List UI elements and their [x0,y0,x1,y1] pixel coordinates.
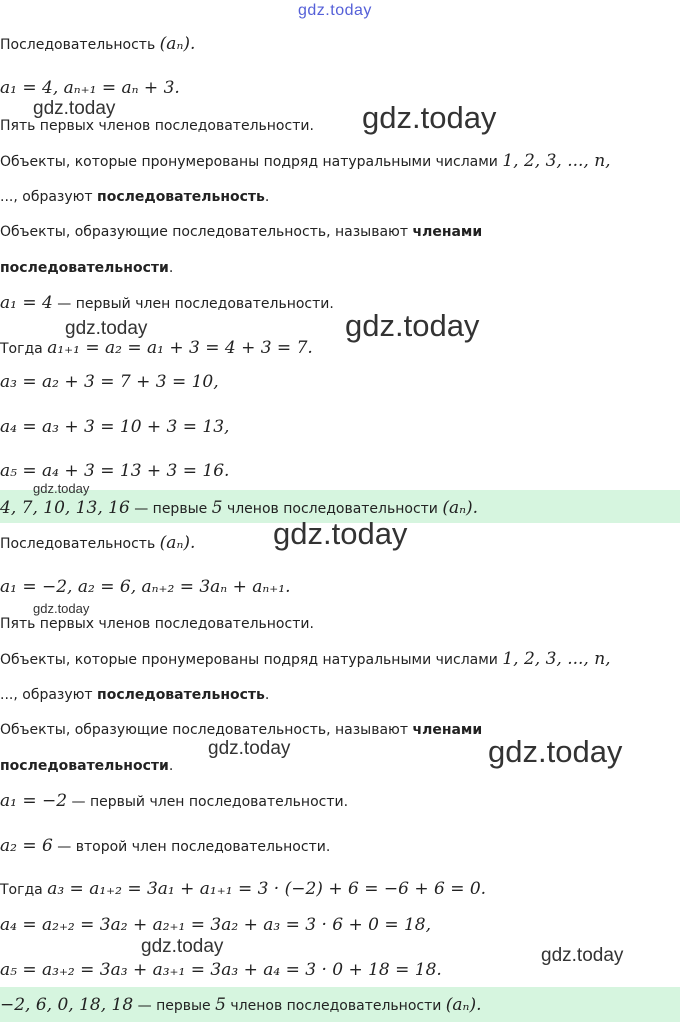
s2-objects-4 [0,756,173,776]
watermark-10: gdz.today [141,936,224,957]
s1-objects-2 [0,187,269,207]
s1-first-math: a₁ = 4 [0,293,53,313]
watermark-4: gdz.today [345,308,480,343]
s2-first-text: — первый член последовательности. [67,794,349,810]
s1-a5: a₅ = a₄ + 3 = 13 + 3 = 16. [0,461,230,481]
s1-ans-text1: — первые [129,501,212,517]
s1-obj4-post: . [168,260,174,276]
s1-seq-math: (aₙ). [159,34,196,54]
s1-then [0,338,313,359]
watermark-2: gdz.today [362,100,497,135]
s2-sequence-title [0,533,195,554]
s2-second-math: a₂ = 6 [0,836,53,856]
s2-ans-text1: — первые [133,998,216,1014]
s1-definition: a₁ = 4, aₙ₊₁ = aₙ + 3. [0,78,180,98]
s1-first-term [0,293,334,314]
s1-obj1-text: Объекты, которые пронумерованы подряд натуральными числами [0,154,503,170]
watermark-11: gdz.today [541,945,624,966]
s2-objects-1 [0,649,611,670]
s1-objects-3 [0,222,482,242]
s1-ans-num: 5 [211,498,223,518]
s2-then [0,879,486,900]
s1-obj2-pre: ..., образуют [0,189,98,205]
s2-objects-3 [0,720,482,740]
s1-sequence-title [0,34,195,55]
s2-first-term [0,791,348,812]
s2-second-text: — второй член последовательности. [52,839,331,855]
s2-second-term [0,836,330,857]
s2-objects-2 [0,685,269,705]
s1-first-text: — первый член последовательности. [52,296,334,312]
watermark-8: gdz.today [208,738,291,759]
s2-seq-label: Последовательность [0,536,160,552]
s2-then-math: a₃ = a₁₊₂ = 3a₁ + a₁₊₁ = 3 · (−2) + 6 = −6 + 6 = 0. [47,879,487,899]
s2-definition: a₁ = −2, a₂ = 6, aₙ₊₂ = 3aₙ + aₙ₊₁. [0,577,291,597]
s1-obj2-bold: последовательность [97,189,265,205]
s1-objects-1 [0,151,611,172]
s1-obj4-bold: последовательности [0,260,169,276]
s2-obj1-text: Объекты, которые пронумерованы подряд натуральными числами [0,652,503,668]
watermark-top: gdz.today [298,2,372,19]
s1-obj3-text: Объекты, образующие последовательность, называют [0,224,413,240]
s1-objects-4 [0,258,173,278]
s2-first-math: a₁ = −2 [0,791,68,811]
watermark-3: gdz.today [65,318,148,339]
s2-obj3-bold: членами [412,722,483,738]
s2-obj2-bold: последовательность [97,687,265,703]
s1-obj1-math: 1, 2, 3, ..., n, [502,151,611,171]
s2-a5: a₅ = a₃₊₂ = 3a₃ + a₃₊₁ = 3a₃ + a₄ = 3 · 0 + 18 = 18. [0,960,442,980]
s1-then-math: a₁₊₁ = a₂ = a₁ + 3 = 4 + 3 = 7. [47,338,313,358]
s1-obj2-post: . [264,189,270,205]
watermark-5: gdz.today [33,481,90,496]
s1-ans-math: 4, 7, 10, 13, 16 [0,498,130,518]
s1-obj3-bold: членами [412,224,483,240]
s2-a4: a₄ = a₂₊₂ = 3a₂ + a₂₊₁ = 3a₂ + a₃ = 3 · 6 + 0 = 18, [0,915,432,935]
s2-obj2-pre: ..., образуют [0,687,98,703]
s1-a3: a₃ = a₂ + 3 = 7 + 3 = 10, [0,372,219,392]
s1-ans-text2: членов последовательности [222,501,443,517]
s1-seq-label: Последовательность [0,37,160,53]
s2-ans-text2: членов последовательности [225,998,446,1014]
s2-task: Пять первых членов последовательности. [0,616,314,632]
s2-obj2-post: . [264,687,270,703]
watermark-6: gdz.today [273,516,408,551]
watermark-1: gdz.today [33,98,116,119]
s1-then-text: Тогда [0,341,48,357]
s2-seq-math: (aₙ). [159,533,196,553]
s2-obj3-text: Объекты, образующие последовательность, называют [0,722,413,738]
s2-answer [0,995,481,1016]
s2-obj4-bold: последовательности [0,758,169,774]
watermark-9: gdz.today [488,734,623,769]
s2-then-text: Тогда [0,882,48,898]
s2-ans-math2: (aₙ). [445,995,482,1015]
s1-task: Пять первых членов последовательности. [0,118,314,134]
s2-ans-math: −2, 6, 0, 18, 18 [0,995,134,1015]
s1-a4: a₄ = a₃ + 3 = 10 + 3 = 13, [0,417,230,437]
s2-obj4-post: . [168,758,174,774]
s2-obj1-math: 1, 2, 3, ..., n, [502,649,611,669]
watermark-7: gdz.today [33,601,90,616]
s1-ans-math2: (aₙ). [442,498,479,518]
s2-ans-num: 5 [215,995,226,1015]
